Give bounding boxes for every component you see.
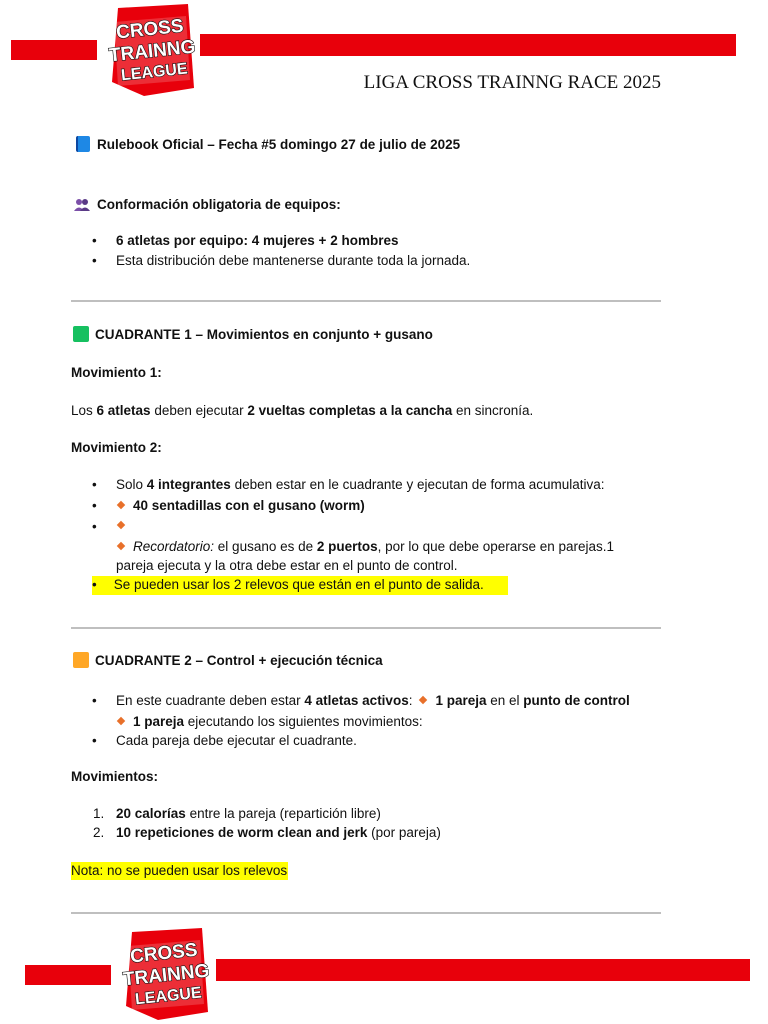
q1-mov2-title: Movimiento 2: [71,440,162,455]
logo-text-cross: CROSS [115,15,185,44]
q1-bullet-1: Solo 4 integrantes deben estar en le cuadrante y ejecutan de forma acumulativa: [116,477,605,492]
bullet-icon: • [92,577,97,592]
teams-heading: Conformación obligatoria de equipos: [73,196,341,214]
q1-mov1-title: Movimiento 1: [71,365,162,380]
green-square-icon [73,326,89,342]
header-red-bar-right [200,34,736,56]
q2-movements-title: Movimientos: [71,769,159,784]
teams-item-2: Esta distribución debe mantenerse durante toda la jornada. [116,253,471,268]
q1-heading: CUADRANTE 1 – Movimientos en conjunto + gusano [73,326,433,344]
blue-book-icon [76,136,90,152]
orange-diamond-icon [117,501,125,509]
logo-text-league: LEAGUE [134,984,203,1009]
orange-diamond-icon [117,717,125,725]
q2-movement-item-2: 2. 10 repeticiones de worm clean and jerk (por pareja) [93,825,441,840]
q1-bullet-3 [110,517,133,535]
q2-movement-item-1: 1. 20 calorías entre la pareja (repartición libre) [93,806,381,821]
orange-diamond-icon [117,521,125,529]
orange-diamond-icon [117,542,125,550]
teams-item-1: 6 atletas por equipo: 4 mujeres + 2 hombres [116,233,399,248]
logo-text-cross: CROSS [129,939,199,968]
bullet-icon: • [92,253,97,268]
section-divider [71,627,661,629]
q2-heading: CUADRANTE 2 – Control + ejecución técnica [73,652,383,670]
q1-highlighted-bullet: • Se pueden usar los 2 relevos que están en el punto de salida. [92,576,508,595]
logo-text-trainng: TRAINNG [108,36,197,67]
q2-bullet-1: En este cuadrante deben estar 4 atletas activos: 1 pareja en el punto de control [116,693,630,708]
section-divider [71,300,661,302]
footer-red-bar-right [216,959,750,981]
document-title: LIGA CROSS TRAINNG RACE 2025 [363,72,661,93]
cross-trainng-league-logo [118,926,214,1022]
q1-mov1-text: Los 6 atletas deben ejecutar 2 vueltas completas a la cancha en sincronía. [71,403,534,418]
bullet-icon: • [92,477,97,492]
bullet-icon: • [92,733,97,748]
logo-text-trainng: TRAINNG [122,960,211,991]
bullet-icon: • [92,519,97,534]
q1-bullet-2: 40 sentadillas con el gusano (worm) [110,497,365,515]
q1-reminder: Recordatorio: el gusano es de 2 puertos, por lo que debe operarse en parejas.1 [110,538,614,556]
people-icon [73,198,91,214]
section-divider [71,912,661,914]
q2-note: Nota: no se pueden usar los relevos [71,863,288,878]
footer-red-bar-left [25,965,111,985]
q2-bullet-1-line-2: 1 pareja ejecutando los siguientes movimientos: [110,713,423,731]
bullet-icon: • [92,498,97,513]
rulebook-label: Rulebook Oficial – Fecha #5 domingo 27 de julio de 2025 [73,136,460,154]
logo-text-league: LEAGUE [120,60,189,85]
bullet-icon: • [92,693,97,708]
orange-diamond-icon [419,696,427,704]
q1-reminder-line-2: pareja ejecuta y la otra debe estar en el punto de control. [116,558,458,573]
q2-bullet-2: Cada pareja debe ejecutar el cuadrante. [116,733,357,748]
orange-square-icon [73,652,89,668]
header-red-bar-left [11,40,97,60]
cross-trainng-league-logo [104,2,200,98]
bullet-icon: • [92,233,97,248]
